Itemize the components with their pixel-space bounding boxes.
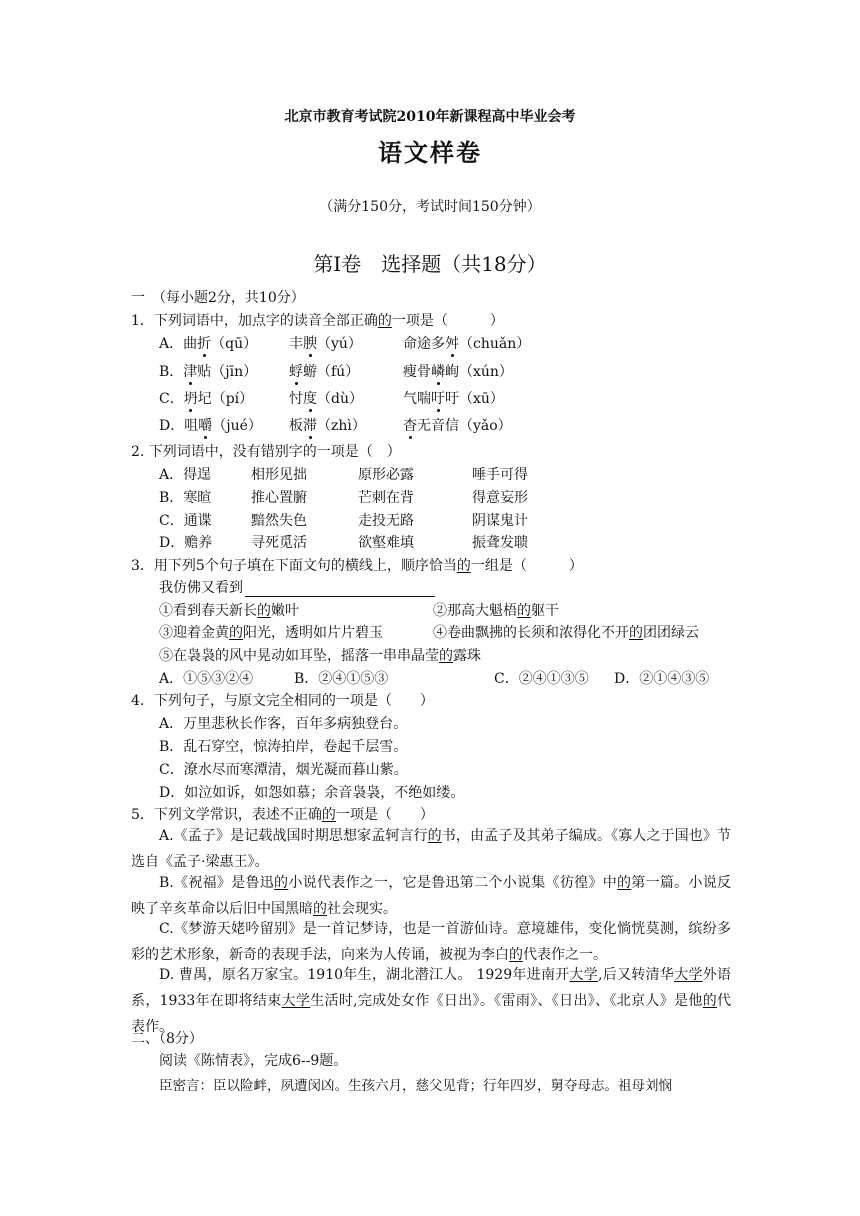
- q4-option-b: B．乱石穿空，惊涛拍岸，卷起千层雪。: [159, 739, 408, 755]
- q2-option-word: 寻死觅活: [251, 535, 307, 551]
- part2-instruction: 阅读《陈情表》，完成6--9题。: [159, 1053, 348, 1069]
- q1-option-item: 蜉蝣（fú）: [289, 364, 360, 380]
- q3-sentence-2: ②那高大魁梧的躯干: [433, 603, 559, 619]
- paper-title: 语文样卷: [378, 138, 482, 167]
- dotted-character: 吁: [431, 391, 445, 407]
- q1-option-item: 忖度（dù）: [289, 391, 363, 407]
- score-time-note: （满分150分，考试时间150分钟）: [319, 199, 541, 215]
- dotted-character: 舛: [445, 336, 459, 352]
- q2-option-word: D．赡养: [159, 535, 213, 551]
- q1-option-item: 气喘吁吁（xū）: [403, 391, 504, 407]
- q1-option-item: 命途多舛（chuǎn）: [403, 336, 531, 352]
- dotted-character: 杳: [403, 418, 417, 434]
- q3-sentence-5: ⑤在袅袅的风中晃动如耳坠，摇落一串串晶莹的露珠: [159, 648, 481, 664]
- q1-stem: 1．下列词语中，加点字的读音全部正确的一项是（ ）: [131, 313, 504, 329]
- q3-option-d: D．②①④③⑤: [614, 671, 710, 687]
- part2-heading: 二、（8分）: [131, 1031, 203, 1047]
- q3-sentence-1: ①看到春天新长的嫩叶: [159, 603, 299, 619]
- exam-header: 北京市教育考试院2010年新课程高中毕业会考: [284, 109, 576, 125]
- q1-option-item: A．曲折（qū）: [159, 336, 258, 352]
- q1-option-item: 杳无音信（yǎo）: [403, 418, 512, 434]
- q2-option-word: 欲壑难填: [358, 535, 414, 551]
- q3-blank: [245, 582, 435, 597]
- q5-stem: 5．下列文学常识，表述不正确的一项是（ ）: [131, 807, 434, 823]
- dotted-character: 蜉: [289, 364, 303, 380]
- q5-option-d: D. 曹禺，原名万家宝。1910年生，湖北潜江人。 1929年进南开大学,后又转清华大学外语系，1933年在即将结束大学生活时,完成处女作《日出》。《雷雨》、《日出》、《北京人》是他的代表作。: [131, 967, 732, 1035]
- q1-option-item: D．咀嚼（jué）: [159, 418, 262, 434]
- q1-option-item: 丰腴（yú）: [289, 336, 362, 352]
- dotted-character: 滞: [303, 418, 317, 434]
- q2-option-word: 黯然失色: [251, 513, 307, 529]
- dotted-character: 度: [303, 391, 317, 407]
- q2-option-word: A．得逞: [159, 467, 212, 483]
- q1-option-item: B．津贴（jīn）: [159, 364, 258, 380]
- q4-stem: 4．下列句子，与原文完全相同的一项是（ ）: [131, 693, 434, 709]
- q3-lead-sentence: 我仿佛又看到: [159, 577, 435, 597]
- dotted-character: 嚼: [198, 418, 213, 434]
- q2-option-word: 振聋发聩: [472, 535, 528, 551]
- q2-option-word: 相形见拙: [251, 467, 307, 483]
- q2-option-word: 走投无路: [358, 513, 414, 529]
- q1-option-item: 瘦骨嶙峋（xún）: [403, 364, 513, 380]
- q5-option-a: A.《孟子》是记载战国时期思想家孟轲言行的书，由孟子及其弟子编成。《寡人之于国也》节选自《孟子·梁惠王》。: [131, 828, 732, 870]
- q2-option-word: B．寒暄: [159, 490, 212, 506]
- section-title: 第Ⅰ卷 选择题（共18分）: [313, 252, 547, 276]
- q2-stem: 2. 下列词语中，没有错别字的一项是（ ）: [131, 444, 401, 460]
- q2-option-word: 唾手可得: [472, 467, 528, 483]
- q2-option-word: 得意妄形: [472, 490, 528, 506]
- dotted-character: 坍: [183, 391, 198, 407]
- q3-option-c: C．②④①③⑤: [494, 671, 589, 687]
- dotted-character: 嶙: [431, 364, 445, 380]
- part1-heading: 一 （每小题2分，共10分）: [131, 290, 305, 306]
- q2-option-word: 推心置腑: [251, 490, 307, 506]
- q3-sentence-4: ④卷曲飘拂的长须和浓得化不开的团团绿云: [433, 625, 699, 641]
- q3-option-a: A．①⑤③②④: [159, 671, 254, 687]
- passage-text: 臣密言：臣以险衅，夙遭闵凶。生孩六月，慈父见背；行年四岁，舅夺母志。祖母刘悯: [159, 1078, 672, 1094]
- q5-option-c: C.《梦游天姥吟留别》是一首记梦诗，也是一首游仙诗。意境雄伟，变化惝恍莫测，缤纷多彩的艺术形象，新奇的表现手法，向来为人传诵，被视为李白的代表作之一。: [131, 921, 731, 963]
- q3-option-b: B．②④①⑤③: [294, 671, 389, 687]
- dotted-character: 津: [183, 364, 198, 380]
- dotted-character: 折: [197, 336, 212, 352]
- q3-stem: 3．用下列5个句子填在下面文句的横线上，顺序恰当的一组是（ ）: [131, 558, 583, 574]
- q4-option-a: A．万里悲秋长作客，百年多病独登台。: [159, 716, 408, 732]
- q4-option-d: D．如泣如诉，如怨如慕；余音袅袅，不绝如缕。: [159, 785, 465, 801]
- q2-option-word: 芒刺在背: [358, 490, 414, 506]
- q1-option-item: 板滞（zhì）: [289, 418, 366, 434]
- q1-option-item: C．坍圮（pí）: [159, 391, 254, 407]
- q2-option-word: 原形必露: [358, 467, 414, 483]
- q2-option-word: C．通谍: [159, 513, 212, 529]
- dotted-character: 腴: [303, 336, 317, 352]
- q5-option-b: B.《祝福》是鲁迅的小说代表作之一，它是鲁迅第二个小说集《彷徨》中的第一篇。小说反映了辛亥革命以后旧中国黑暗的社会现实。: [131, 875, 732, 917]
- q4-option-c: C．潦水尽而寒潭清，烟光凝而暮山紫。: [159, 762, 408, 778]
- q2-option-word: 阴谋鬼计: [472, 513, 528, 529]
- q3-sentence-3: ③迎着金黄的阳光，透明如片片碧玉: [159, 625, 383, 641]
